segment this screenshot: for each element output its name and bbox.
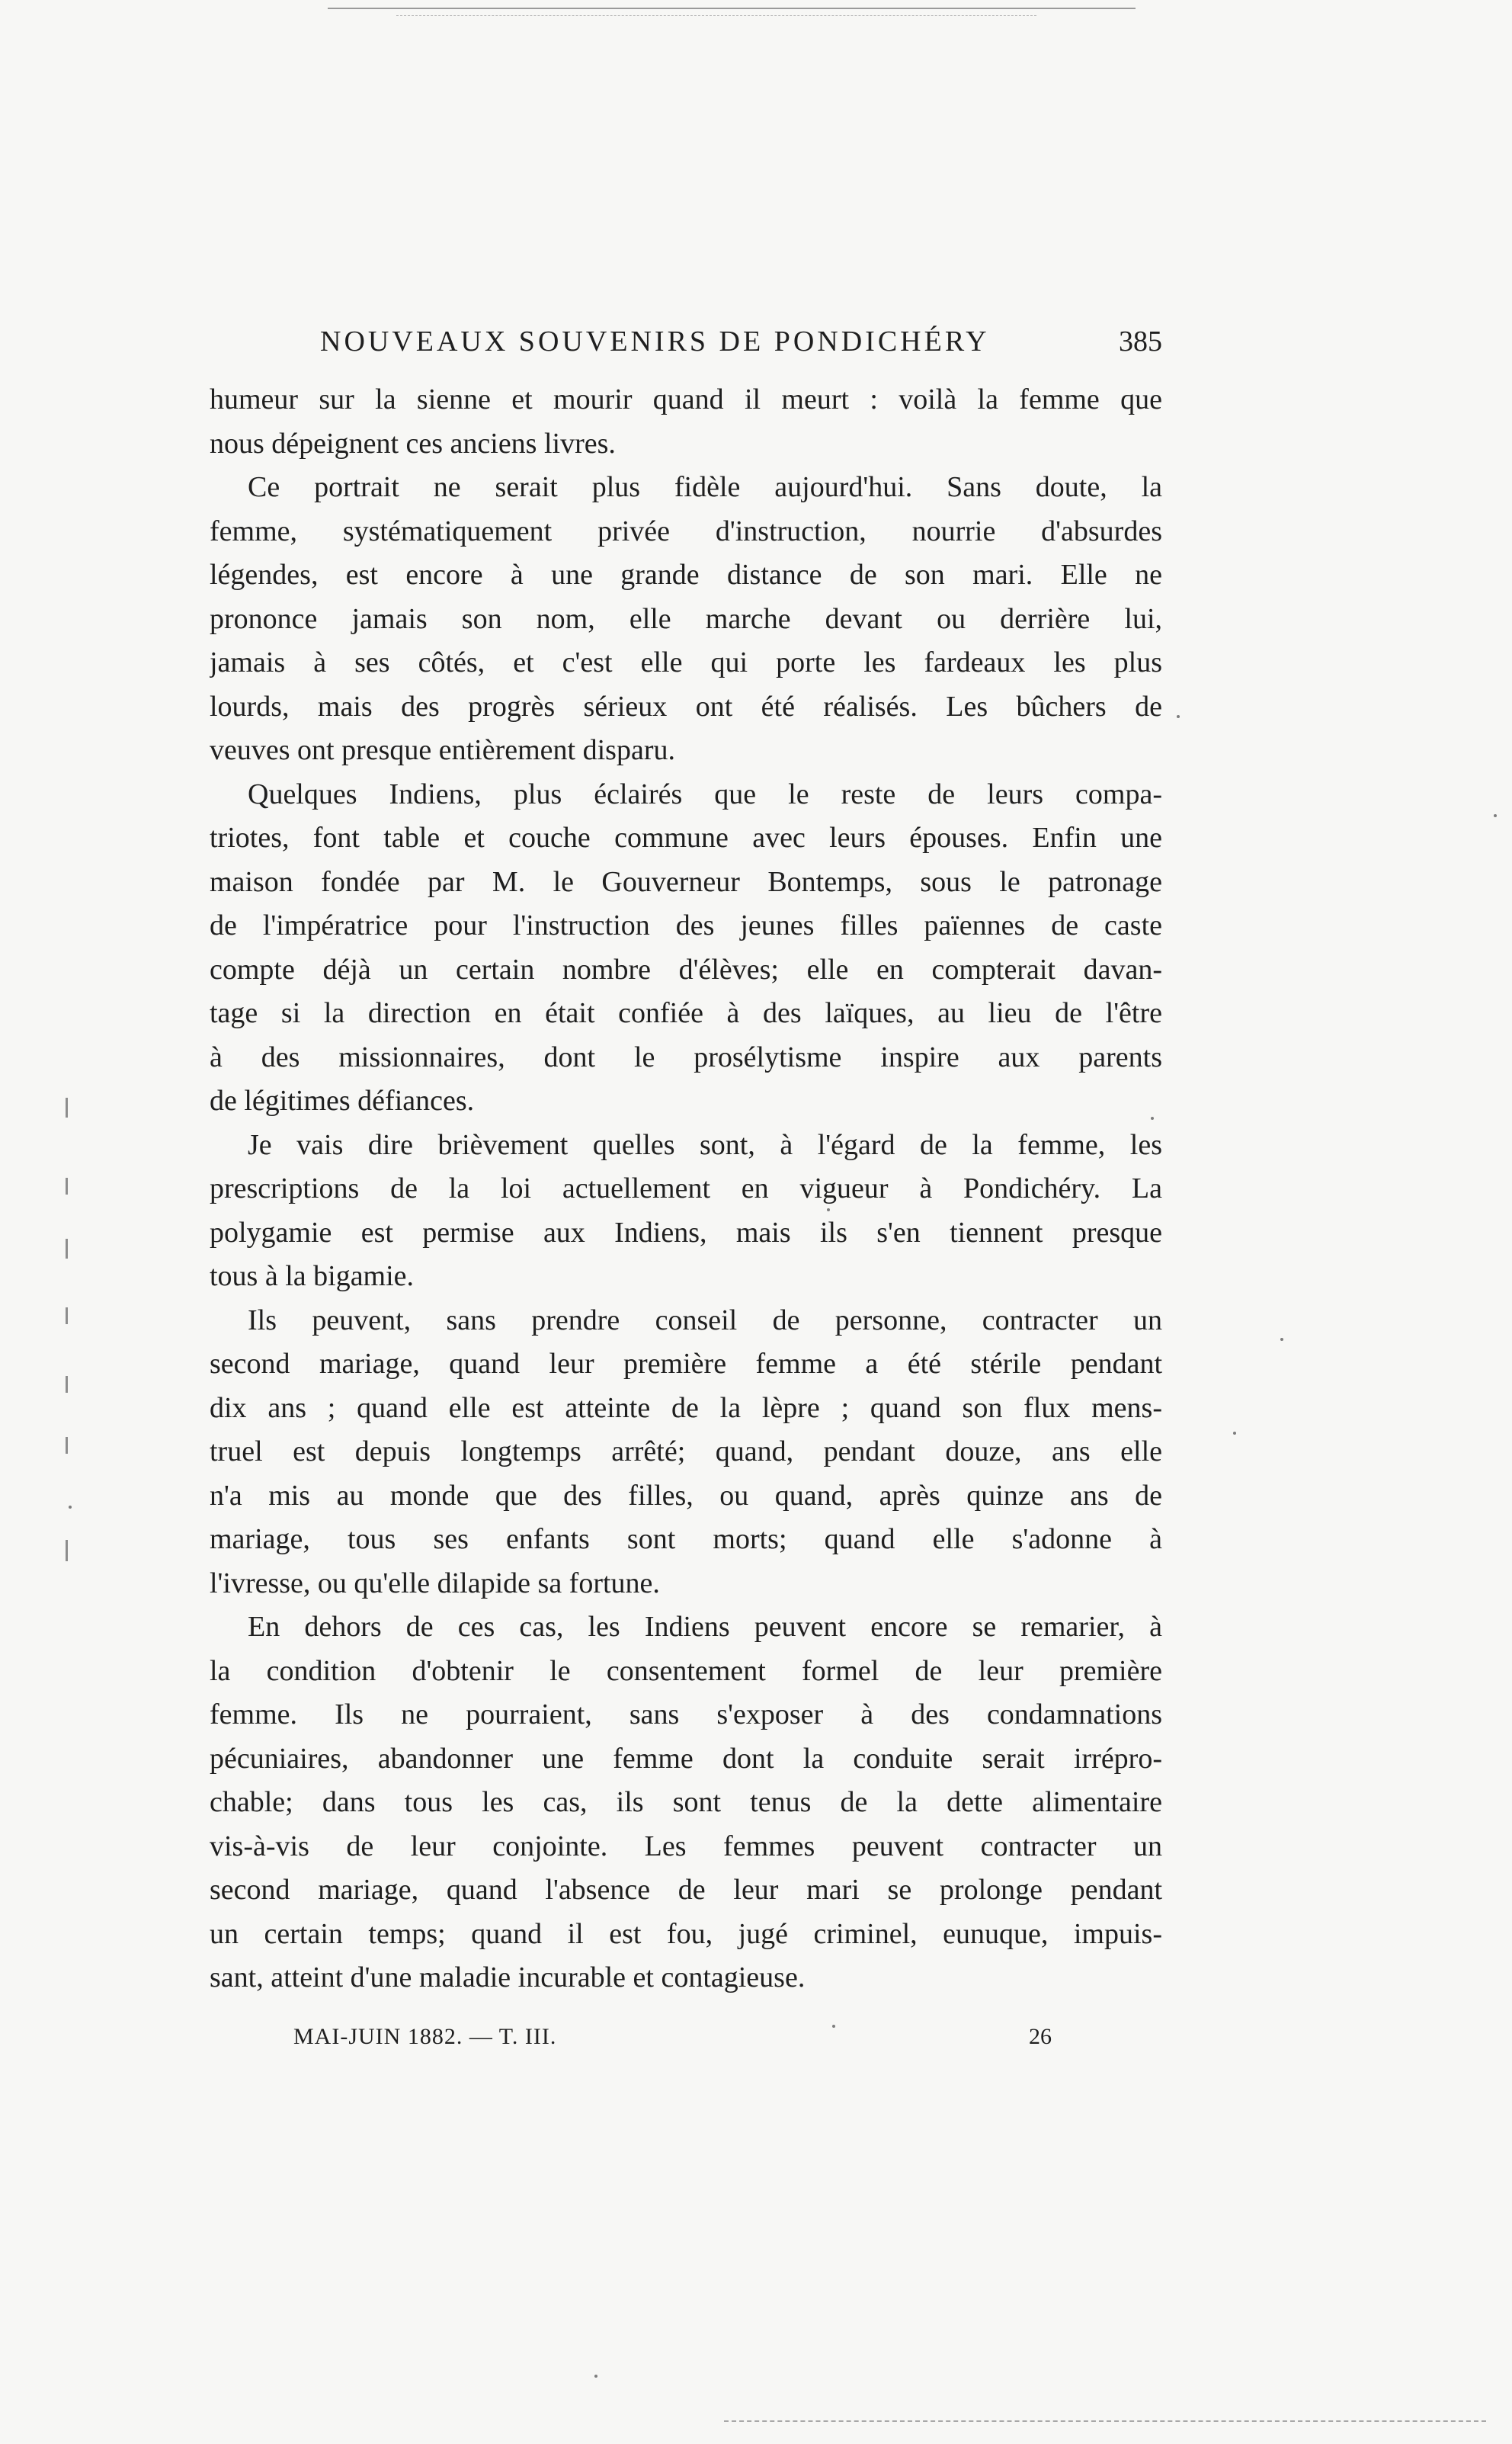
text-line: l'ivresse, ou qu'elle dilapide sa fortune.: [210, 1567, 660, 1599]
text-line: de légitimes défiances.: [210, 1085, 475, 1117]
margin-scan-mark: [66, 1178, 68, 1195]
margin-scan-mark: [66, 1540, 68, 1561]
scan-speck: [1177, 715, 1180, 718]
text-line: femme, systématiquement privée d'instruction, nourrie d'absurdes: [210, 515, 1162, 547]
margin-scan-mark: [66, 1307, 68, 1324]
text-line: maison fondée par M. le Gouverneur Bontemps, sous le patronage: [210, 865, 1162, 898]
text-line: veuves ont presque entièrement disparu.: [210, 734, 675, 766]
text-line: nous dépeignent ces anciens livres.: [210, 427, 616, 460]
text-line: triotes, font table et couche commune avec leurs épouses. Enfin une: [210, 822, 1162, 854]
text-line: polygamie est permise aux Indiens, mais ils s'en tiennent presque: [210, 1216, 1162, 1249]
signature-number: 26: [1029, 2024, 1052, 2049]
text-line: à des missionnaires, dont le prosélytisme inspire aux parents: [210, 1041, 1162, 1073]
text-line: pécuniaires, abandonner une femme dont la conduite serait irrépro-: [210, 1742, 1162, 1775]
text-line: Quelques Indiens, plus éclairés que le reste de leurs compa-: [248, 778, 1162, 810]
margin-scan-mark: [66, 1098, 68, 1118]
margin-scan-mark: [66, 1437, 68, 1454]
margin-scan-mark: [66, 1239, 68, 1259]
text-line: humeur sur la sienne et mourir quand il meurt : voilà la femme que: [210, 383, 1162, 415]
text-line: dix ans ; quand elle est atteinte de la lèpre ; quand son flux mens-: [210, 1391, 1162, 1424]
scan-speck: [1280, 1338, 1283, 1341]
text-line: la condition d'obtenir le consentement formel de leur première: [210, 1654, 1162, 1687]
running-title: NOUVEAUX SOUVENIRS DE PONDICHÉRY: [320, 326, 990, 358]
scan-edge-rule-bottom: [724, 2420, 1486, 2422]
text-line: mariage, tous ses enfants sont morts; quand elle s'adonne à: [210, 1523, 1162, 1555]
text-line: second mariage, quand l'absence de leur mari se prolonge pendant: [210, 1874, 1162, 1906]
text-line: sant, atteint d'une maladie incurable et contagieuse.: [210, 1961, 806, 1993]
text-line: En dehors de ces cas, les Indiens peuvent encore se remarier, à: [248, 1611, 1162, 1643]
scan-speck: [594, 2375, 597, 2378]
margin-scan-mark: [66, 1376, 68, 1393]
text-line: second mariage, quand leur première femme a été stérile pendant: [210, 1348, 1162, 1380]
text-line: tage si la direction en était confiée à des laïques, au lieu de l'être: [210, 997, 1162, 1029]
scan-speck: [832, 2025, 835, 2028]
scan-speck: [1151, 1117, 1154, 1120]
scan-edge-rule-faint: [396, 15, 1036, 16]
text-line: truel est depuis longtemps arrêté; quand, pendant douze, ans elle: [210, 1435, 1162, 1467]
text-line: Je vais dire brièvement quelles sont, à l'égard de la femme, les: [248, 1128, 1162, 1161]
text-line: n'a mis au monde que des filles, ou quand, après quinze ans de: [210, 1479, 1162, 1512]
text-line: chable; dans tous les cas, ils sont tenus de la dette alimentaire: [210, 1786, 1162, 1818]
signature-line: [210, 2024, 1162, 2062]
text-line: Ils peuvent, sans prendre conseil de personne, contracter un: [248, 1304, 1162, 1336]
body-text: [210, 378, 1162, 2000]
text-line: Ce portrait ne serait plus fidèle aujourd'hui. Sans doute, la: [248, 471, 1162, 503]
text-line: un certain temps; quand il est fou, jugé criminel, eunuque, impuis-: [210, 1917, 1162, 1950]
text-line: jamais à ses côtés, et c'est elle qui porte les fardeaux les plus: [210, 646, 1162, 678]
scan-speck: [69, 1506, 72, 1509]
text-line: vis-à-vis de leur conjointe. Les femmes peuvent contracter un: [210, 1830, 1162, 1862]
text-line: légendes, est encore à une grande distance de son mari. Elle ne: [210, 559, 1162, 591]
text-line: compte déjà un certain nombre d'élèves; elle en compterait davan-: [210, 953, 1162, 986]
text-line: lourds, mais des progrès sérieux ont été réalisés. Les bûchers de: [210, 690, 1162, 723]
printer-signature: MAI-JUIN 1882. — T. III.: [293, 2024, 557, 2049]
text-line: prononce jamais son nom, elle marche devant ou derrière lui,: [210, 602, 1162, 635]
text-line: femme. Ils ne pourraient, sans s'exposer à des condamnations: [210, 1698, 1162, 1730]
text-line: prescriptions de la loi actuellement en vigueur à Pondichéry. La: [210, 1172, 1162, 1204]
running-head: [210, 325, 1162, 363]
scan-speck: [1494, 814, 1497, 817]
scan-edge-rule: [328, 8, 1136, 9]
page-number: 385: [1119, 326, 1162, 358]
scan-speck: [1233, 1432, 1236, 1435]
text-line: tous à la bigamie.: [210, 1260, 415, 1292]
text-line: de l'impératrice pour l'instruction des jeunes filles païennes de caste: [210, 909, 1162, 941]
scan-speck: [827, 1208, 830, 1211]
